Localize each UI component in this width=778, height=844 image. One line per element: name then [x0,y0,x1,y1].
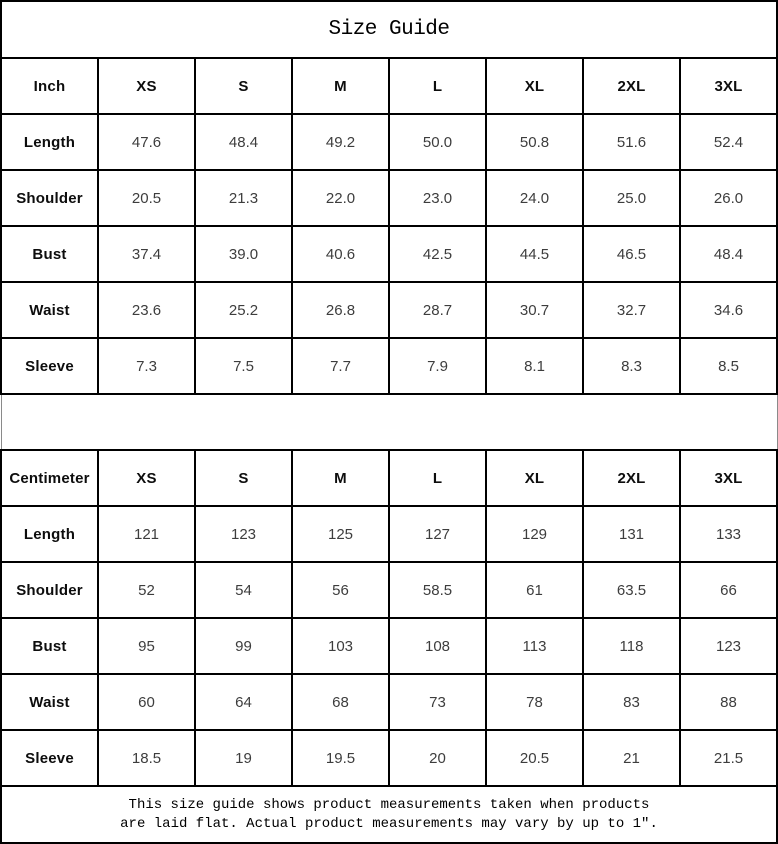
unit-label-centimeter: Centimeter [1,450,98,506]
unit-label-inch: Inch [1,58,98,114]
size-column-header: L [389,58,486,114]
size-column-header: XL [486,58,583,114]
measurement-cell: 8.5 [680,338,777,394]
size-column-header: 2XL [583,58,680,114]
measurement-cell: 19.5 [292,730,389,786]
measurement-cell: 37.4 [98,226,195,282]
measurement-cell: 8.3 [583,338,680,394]
measurement-cell: 20 [389,730,486,786]
measurement-cell: 108 [389,618,486,674]
row-label: Sleeve [1,730,98,786]
table-row-length-inch [1,114,777,170]
measurement-cell: 103 [292,618,389,674]
size-column-header: XS [98,58,195,114]
table-separator-band [1,394,777,450]
measurement-cell: 21.3 [195,170,292,226]
row-label: Sleeve [1,338,98,394]
measurement-cell: 46.5 [583,226,680,282]
measurement-cell: 26.8 [292,282,389,338]
measurement-cell: 78 [486,674,583,730]
size-column-header: XS [98,450,195,506]
row-label: Bust [1,226,98,282]
measurement-cell: 50.0 [389,114,486,170]
row-label: Length [1,506,98,562]
measurement-cell: 24.0 [486,170,583,226]
measurement-cell: 44.5 [486,226,583,282]
measurement-cell: 68 [292,674,389,730]
row-label: Length [1,114,98,170]
measurement-cell: 25.0 [583,170,680,226]
size-column-header: 3XL [680,450,777,506]
size-column-header: M [292,450,389,506]
measurement-cell: 129 [486,506,583,562]
inch-table-header-row [1,58,777,114]
measurement-cell: 48.4 [195,114,292,170]
measurement-cell: 32.7 [583,282,680,338]
measurement-cell: 49.2 [292,114,389,170]
measurement-cell: 19 [195,730,292,786]
size-column-header: S [195,450,292,506]
measurement-cell: 127 [389,506,486,562]
measurement-cell: 83 [583,674,680,730]
table-row-sleeve-inch [1,338,777,394]
table-row-waist-inch [1,282,777,338]
measurement-cell: 64 [195,674,292,730]
measurement-cell: 8.1 [486,338,583,394]
table-row-shoulder-inch [1,170,777,226]
row-label: Shoulder [1,170,98,226]
measurement-cell: 18.5 [98,730,195,786]
measurement-cell: 7.3 [98,338,195,394]
measurement-cell: 60 [98,674,195,730]
measurement-cell: 47.6 [98,114,195,170]
measurement-cell: 25.2 [195,282,292,338]
measurement-cell: 21.5 [680,730,777,786]
row-label: Shoulder [1,562,98,618]
measurement-cell: 51.6 [583,114,680,170]
measurement-cell: 21 [583,730,680,786]
measurement-cell: 20.5 [98,170,195,226]
size-column-header: 2XL [583,450,680,506]
footer-note-line2: are laid flat. Actual product measurements may vary by up to 1″. [120,815,658,832]
size-column-header: L [389,450,486,506]
measurement-cell: 20.5 [486,730,583,786]
footer-note-row [1,786,777,843]
table-row-length-cm [1,506,777,562]
title-row [1,1,777,58]
measurement-cell: 22.0 [292,170,389,226]
measurement-cell: 66 [680,562,777,618]
measurement-cell: 113 [486,618,583,674]
measurement-cell: 123 [195,506,292,562]
measurement-cell: 56 [292,562,389,618]
size-column-header: XL [486,450,583,506]
size-column-header: S [195,58,292,114]
row-label: Bust [1,618,98,674]
measurement-cell: 123 [680,618,777,674]
measurement-cell: 54 [195,562,292,618]
empty-spacer-cell [1,394,777,450]
measurement-cell: 125 [292,506,389,562]
measurement-cell: 23.0 [389,170,486,226]
measurement-cell: 50.8 [486,114,583,170]
table-row-bust-inch [1,226,777,282]
measurement-cell: 63.5 [583,562,680,618]
measurement-cell: 7.9 [389,338,486,394]
row-label: Waist [1,282,98,338]
measurement-cell: 61 [486,562,583,618]
table-row-sleeve-cm [1,730,777,786]
measurement-cell: 121 [98,506,195,562]
measurement-cell: 118 [583,618,680,674]
measurement-cell: 52 [98,562,195,618]
measurement-cell: 73 [389,674,486,730]
table-row-waist-cm [1,674,777,730]
measurement-cell: 95 [98,618,195,674]
measurement-cell: 42.5 [389,226,486,282]
measurement-cell: 52.4 [680,114,777,170]
measurement-cell: 88 [680,674,777,730]
row-label: Waist [1,674,98,730]
measurement-cell: 7.5 [195,338,292,394]
table-row-bust-cm [1,618,777,674]
measurement-cell: 133 [680,506,777,562]
measurement-cell: 34.6 [680,282,777,338]
footer-note-line1: This size guide shows product measurements taken when products [128,796,650,813]
measurement-cell: 131 [583,506,680,562]
measurement-cell: 23.6 [98,282,195,338]
measurement-cell: 39.0 [195,226,292,282]
measurement-cell: 58.5 [389,562,486,618]
table-row-shoulder-cm [1,562,777,618]
size-column-header: 3XL [680,58,777,114]
measurement-cell: 26.0 [680,170,777,226]
measurement-cell: 7.7 [292,338,389,394]
centimeter-table-header-row [1,450,777,506]
measurement-cell: 40.6 [292,226,389,282]
page-title: Size Guide [1,1,777,58]
measurement-cell: 48.4 [680,226,777,282]
measurement-cell: 99 [195,618,292,674]
footer-note [1,786,777,843]
measurement-cell: 28.7 [389,282,486,338]
size-column-header: M [292,58,389,114]
measurement-cell: 30.7 [486,282,583,338]
